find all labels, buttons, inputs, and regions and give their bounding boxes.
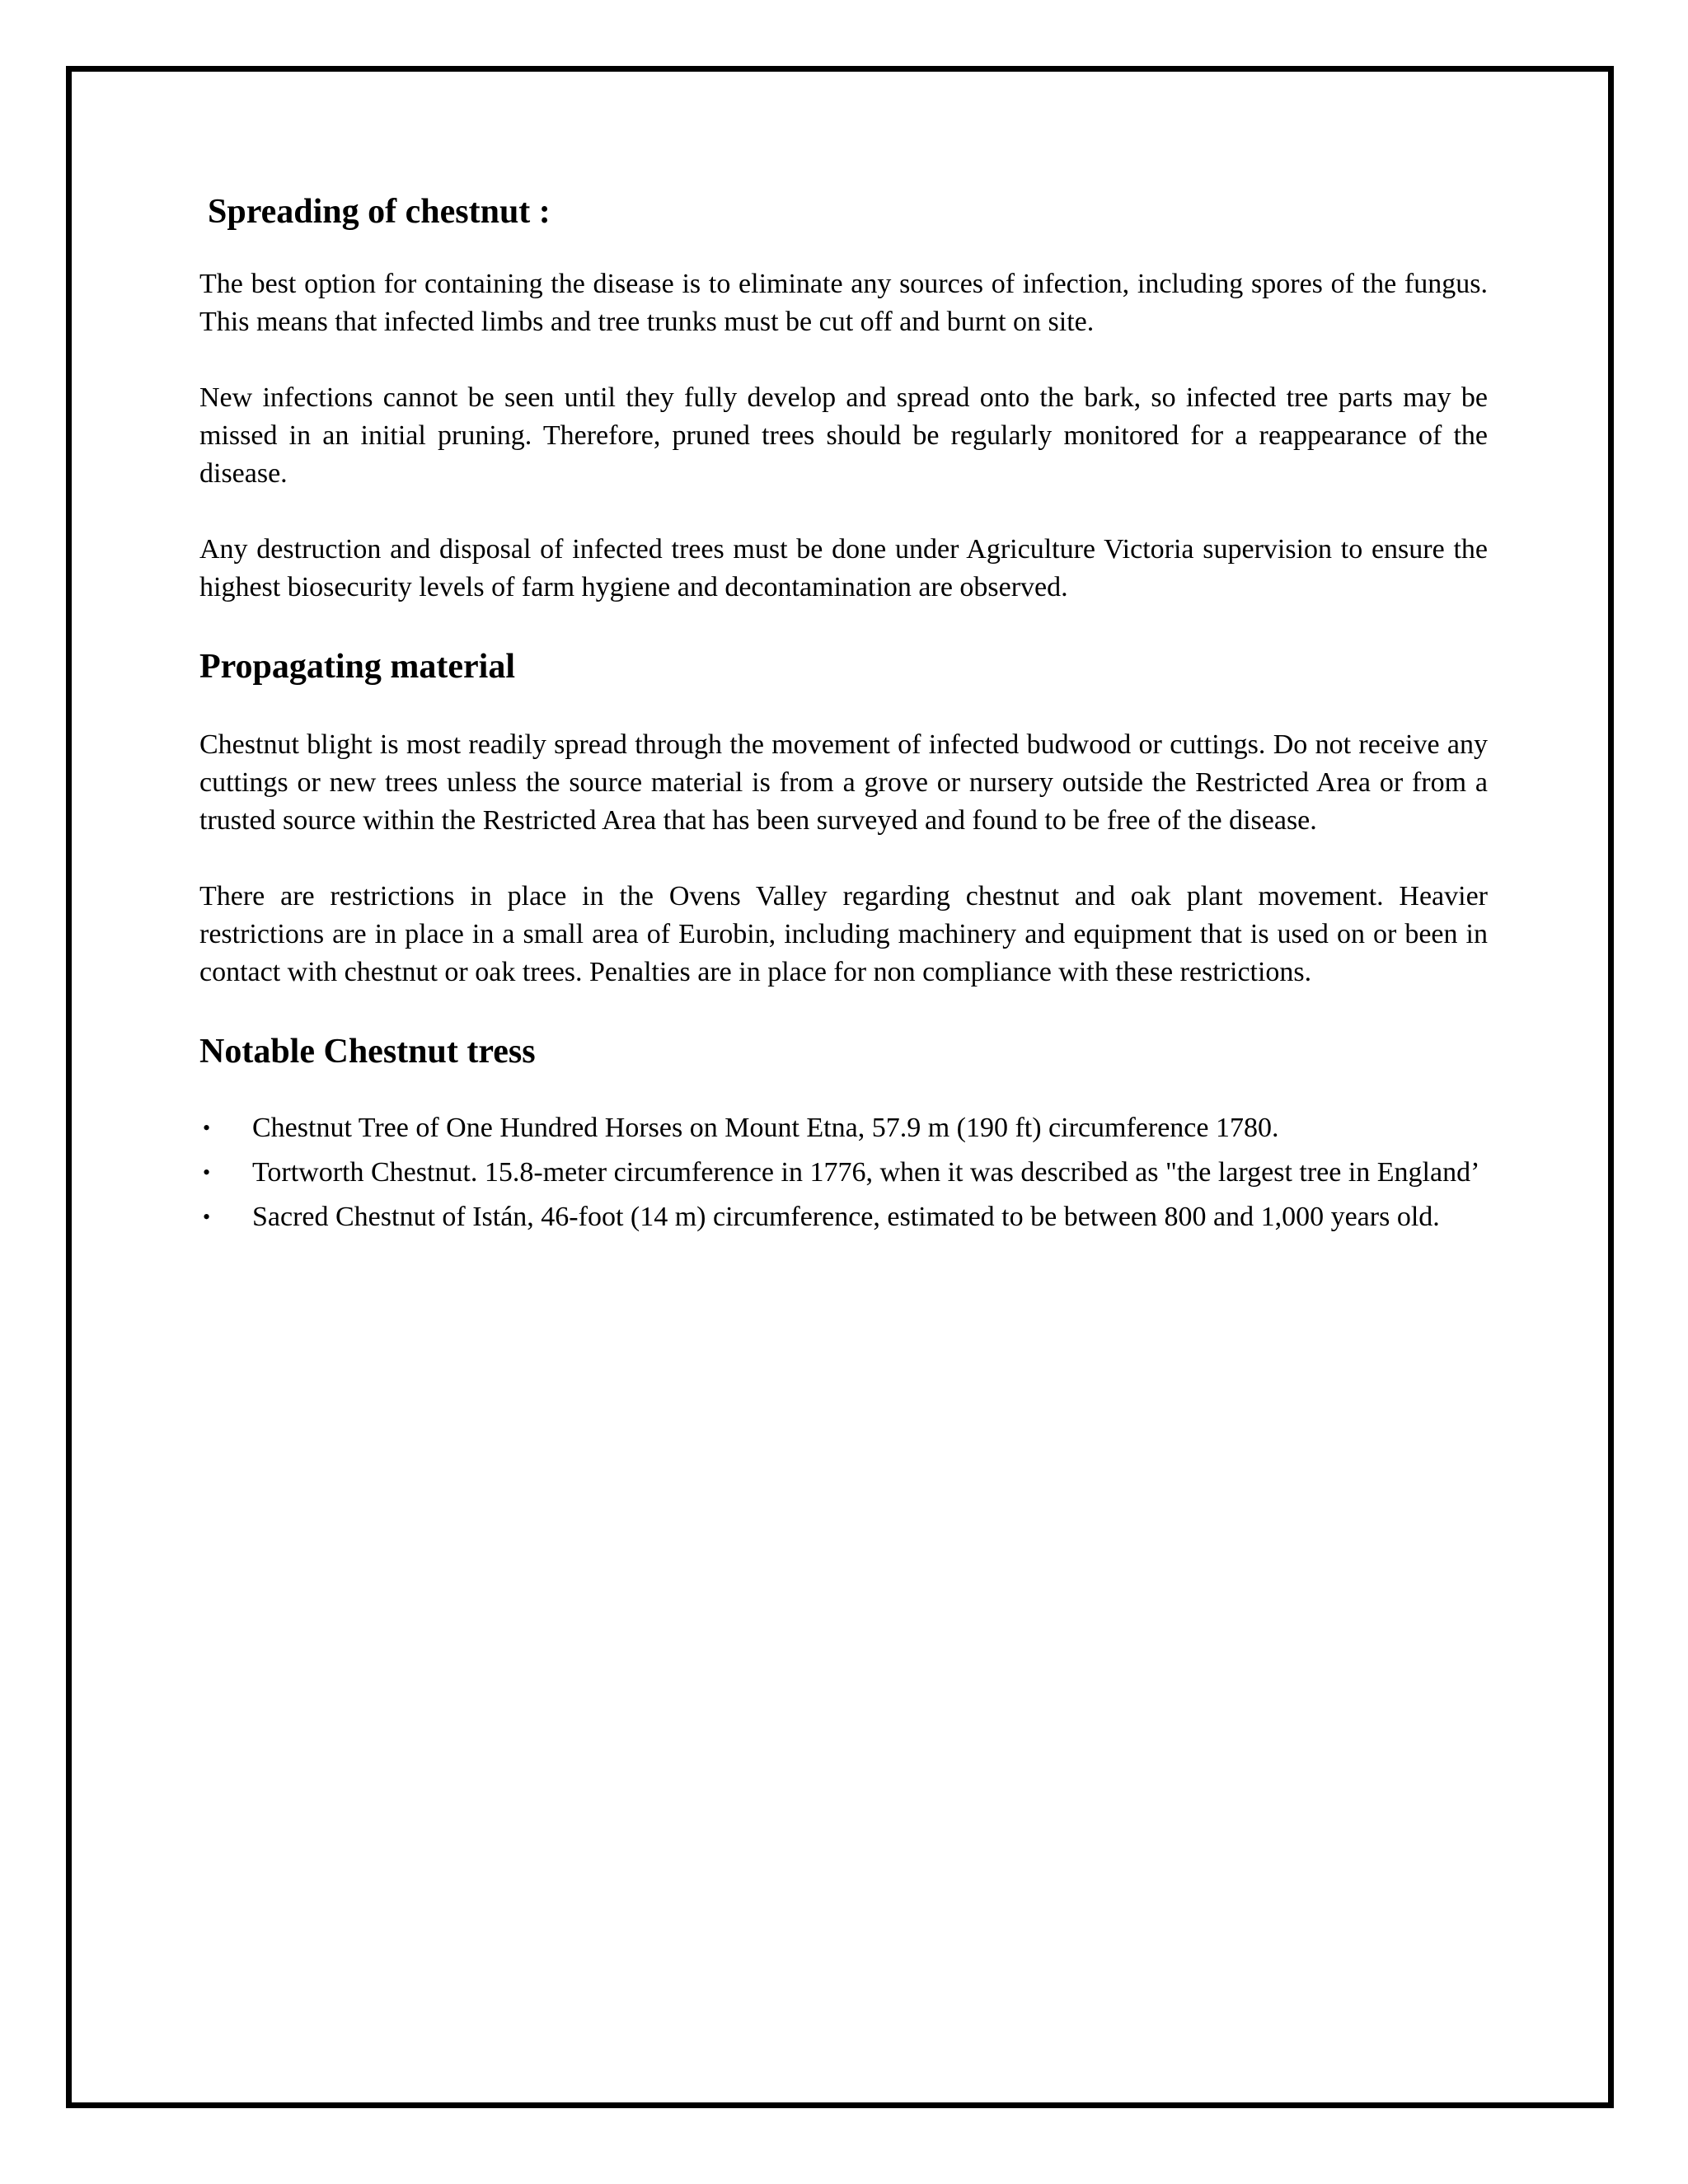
paragraph: Any destruction and disposal of infected trees must be done under Agriculture Victoria supervision to ensure the highest biosecurity levels of farm hygiene and decontamination are observed. bbox=[199, 534, 1488, 603]
bullet-icon: • bbox=[203, 1160, 211, 1185]
heading-notable-chestnut-trees: Notable Chestnut tress bbox=[199, 1032, 536, 1071]
list-item-text: Sacred Chestnut of Istán, 46-foot (14 m) circumference, estimated to be between 800 and 1,000 years old. bbox=[252, 1202, 1440, 1233]
list-item bbox=[199, 1199, 1488, 1235]
notable-trees-list bbox=[199, 1110, 1488, 1235]
list-item bbox=[199, 1110, 1488, 1146]
paragraph: Chestnut blight is most readily spread through the movement of infected budwood or cuttings. Do not receive any cuttings or new trees unless the source material is from a grove or nursery outside the Restricted Area or from a trusted source within the Restricted Area that has been surveyed and found to be free of the disease. bbox=[199, 729, 1488, 836]
list-item-text: Chestnut Tree of One Hundred Horses on Mount Etna, 57.9 m (190 ft) circumference 1780. bbox=[252, 1113, 1279, 1144]
heading-spreading-of-chestnut: Spreading of chestnut : bbox=[208, 193, 551, 231]
paragraph: New infections cannot be seen until they fully develop and spread onto the bark, so infected tree parts may be missed in an initial pruning. Therefore, pruned trees should be regularly monitored for a reappearance of the disease. bbox=[199, 382, 1488, 490]
heading-propagating-material: Propagating material bbox=[199, 648, 516, 687]
bullet-icon: • bbox=[203, 1205, 211, 1230]
document-body bbox=[199, 191, 1488, 1244]
paragraph: There are restrictions in place in the Ovens Valley regarding chestnut and oak plant movement. Heavier restrictions are in place in a small area of Eurobin, including machinery and equipment that is used on or been in contact with chestnut or oak trees. Penalties are in place for non compliance with these restrictions. bbox=[199, 880, 1488, 987]
list-item-text: Tortworth Chestnut. 15.8-meter circumference in 1776, when it was described as "the largest tree in England’ bbox=[252, 1157, 1480, 1188]
paragraph: The best option for containing the disease is to eliminate any sources of infection, including spores of the fungus. This means that infected limbs and tree trunks must be cut off and burnt on site. bbox=[199, 269, 1488, 338]
list-item bbox=[199, 1155, 1488, 1191]
bullet-icon: • bbox=[203, 1116, 211, 1141]
